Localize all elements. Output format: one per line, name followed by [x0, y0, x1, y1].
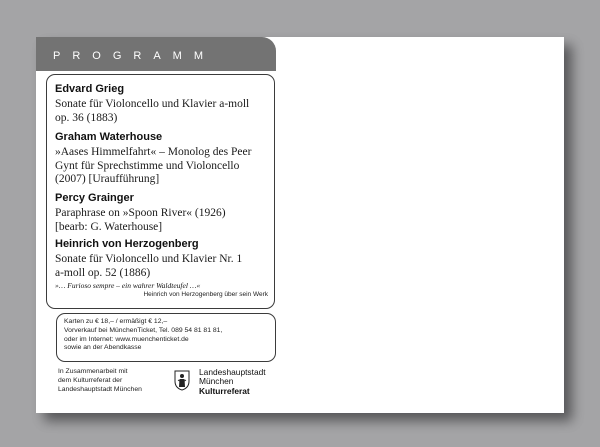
munich-coat-of-arms-icon	[174, 369, 190, 391]
logo-line-city: Landeshauptstadt	[199, 367, 266, 377]
work-line: Paraphrase on »Spoon River« (1926)	[55, 207, 226, 219]
logo-line-department: Kulturreferat	[199, 385, 250, 396]
quote-source: Heinrich von Herzogenberg über sein Werk	[143, 291, 268, 298]
composer-name: Heinrich von Herzogenberg	[55, 238, 199, 250]
work-line: a-moll op. 52 (1886)	[55, 266, 151, 279]
ticket-info-box	[56, 313, 276, 362]
program-heading: PROGRAMM	[53, 50, 215, 62]
ticket-price-line: Karten zu € 18,– / ermäßigt € 12,–	[64, 318, 168, 325]
logo-line-city-name: München	[199, 376, 234, 387]
program-card	[36, 37, 564, 413]
work-title	[55, 253, 277, 280]
work-line: [bearb: G. Waterhouse]	[55, 220, 163, 233]
work-line: Sonate für Violoncello und Klavier Nr. 1	[55, 253, 243, 265]
work-line: »Aases Himmelfahrt« – Monolog des Peer	[55, 146, 252, 158]
ticket-presale-line: Vorverkauf bei MünchenTicket, Tel. 089 54 81 81 81,	[64, 326, 223, 334]
work-title	[55, 207, 277, 234]
ticket-website-line: oder im Internet: www.muenchenticket.de	[64, 335, 189, 343]
composer-name: Percy Grainger	[55, 192, 134, 204]
work-title	[55, 146, 277, 187]
cooperation-line: Landeshauptstadt München	[58, 385, 142, 393]
work-line: Sonate für Violoncello und Klavier a-moll	[55, 98, 250, 110]
work-line: Gynt für Sprechstimme und Violoncello	[55, 159, 240, 172]
quote-text: »… Furioso sempre – ein wahrer Waldteufel …«	[55, 281, 201, 290]
kulturreferat-logo-text	[199, 368, 266, 396]
cooperation-line: dem Kulturreferat der	[58, 376, 123, 384]
work-title	[55, 98, 277, 125]
work-line: op. 36 (1883)	[55, 111, 118, 124]
composer-name: Graham Waterhouse	[55, 131, 163, 143]
program-entry	[55, 238, 277, 280]
cooperation-note	[58, 368, 142, 394]
header-band	[36, 37, 276, 71]
program-entry	[55, 131, 277, 187]
cooperation-line: In Zusammenarbeit mit	[58, 368, 128, 375]
ticket-boxoffice-line: sowie an der Abendkasse	[64, 344, 142, 352]
work-line: (2007) [Uraufführung]	[55, 173, 160, 185]
program-entry	[55, 192, 277, 234]
program-box	[46, 74, 275, 309]
program-entry	[55, 83, 277, 125]
composer-name: Edvard Grieg	[55, 83, 125, 95]
